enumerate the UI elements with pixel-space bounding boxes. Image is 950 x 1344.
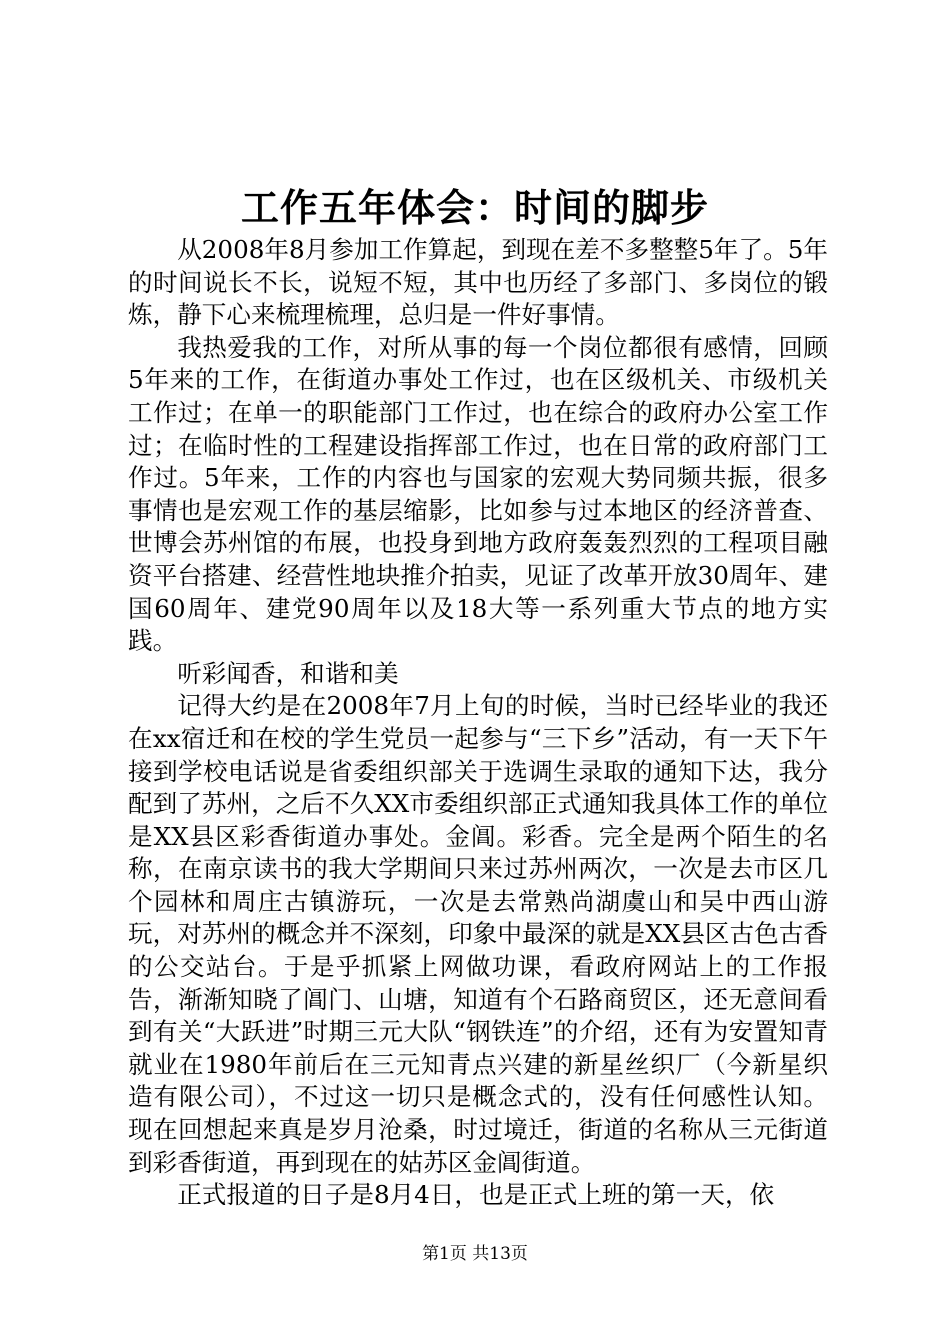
paragraph: 正式报道的日子是8月4日，也是正式上班的第一天，依 <box>177 1180 775 1210</box>
document-body <box>128 234 828 1212</box>
paragraph: 我热爱我的工作，对所从事的每一个岗位都很有感情，回顾5年来的工作，在街道办事处工作过，也在区级机关、市级机关工作过；在单一的职能部门工作过，也在综合的政府办公室工作过；在临时性的工程建设指挥部工作过，也在日常的政府部门工作过。5年来，工作的内容也与国家的宏观大势同频共振，很多事情也是宏观工作的基层缩影，比如参与过本地区的经济普查、世博会苏州馆的布展，也投身到地方政府轰轰烈烈的工程项目融资平台搭建、经营性地块推介拍卖，见证了改革开放30周年、建国60周年、建党90周年以及18大等一系列重大节点的地方实践。 <box>128 332 828 656</box>
paragraph: 记得大约是在2008年7月上旬的时候，当时已经毕业的我还在xx宿迁和在校的学生党员一起参与“三下乡”活动，有一天下午接到学校电话说是省委组织部关于选调生录取的通知下达，我分配到了苏州，之后不久XX市委组织部正式通知我具体工作的单位是XX县区彩香街道办事处。金阊。彩香。完全是两个陌生的名称，在南京读书的我大学期间只来过苏州两次，一次是去市区几个园林和周庄古镇游玩，一次是去常熟尚湖虞山和吴中西山游玩，对苏州的概念并不深刻，印象中最深的就是XX县区古色古香的公交站台。于是乎抓紧上网做功课，看政府网站上的工作报告，渐渐知晓了阊门、山塘，知道有个石路商贸区，还无意间看到有关“大跃进”时期三元大队“钢铁连”的介绍，还有为安置知青就业在1980年前后在三元知青点兴建的新星丝织厂（今新星织造有限公司），不过这一切只是概念式的，没有任何感性认知。现在回想起来真是岁月沧桑，时过境迁，街道的名称从三元街道到彩香街道，再到现在的姑苏区金阊街道。 <box>128 691 828 1177</box>
section-heading: 听彩闻香，和谐和美 <box>177 658 399 688</box>
paragraph: 从2008年8月参加工作算起，到现在差不多整整5年了。5年的时间说长不长，说短不短，其中也历经了多部门、多岗位的锻炼，静下心来梳理梳理，总归是一件好事情。 <box>128 235 828 330</box>
document-title: 工作五年体会：时间的脚步 <box>240 185 709 230</box>
page-footer: 第1页 共13页 <box>422 1244 528 1264</box>
